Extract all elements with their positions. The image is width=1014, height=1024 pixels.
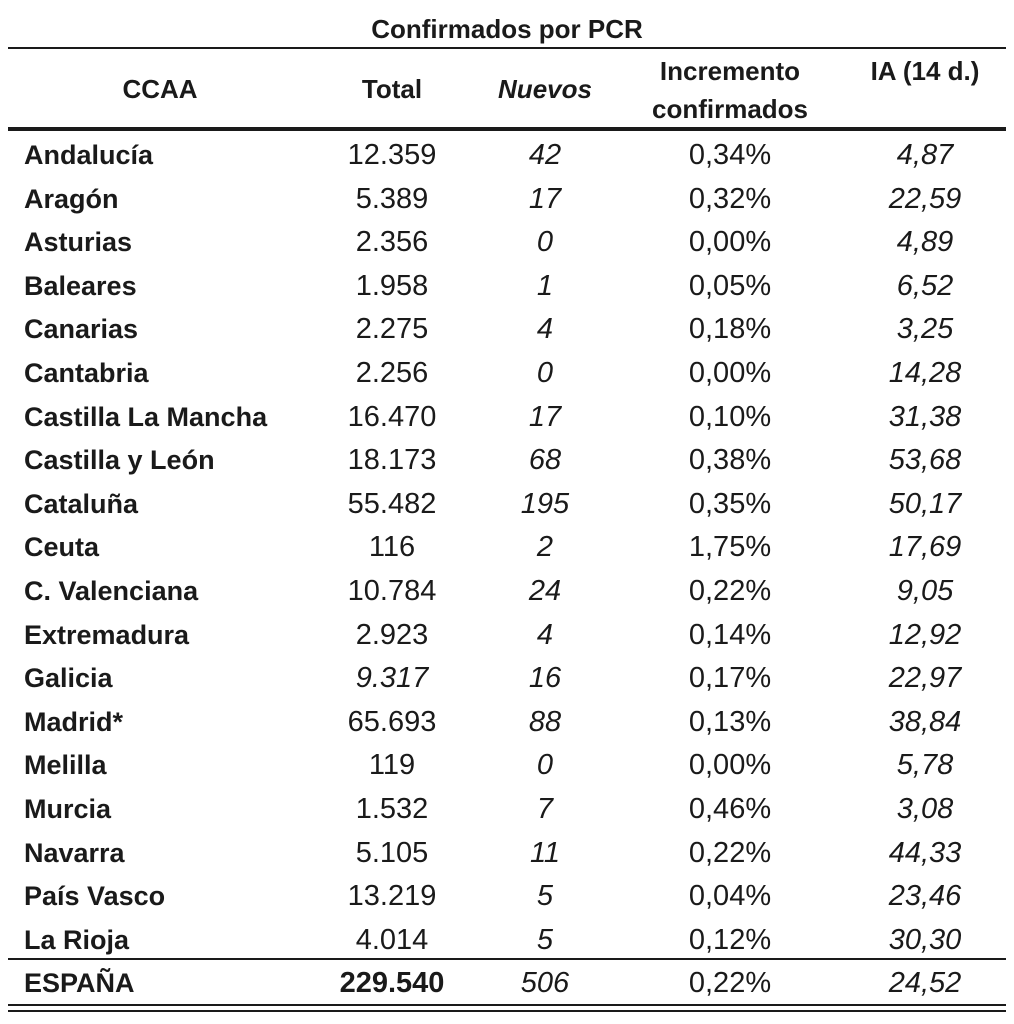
row-ia: 50,17 xyxy=(888,487,962,520)
row-incremento: 0,13% xyxy=(688,705,772,738)
total-ia: 24,52 xyxy=(888,967,962,999)
total-ccaa: ESPAÑA xyxy=(24,968,135,998)
total-row xyxy=(0,962,1014,1002)
total-rule xyxy=(8,958,1006,960)
row-ia: 4,87 xyxy=(896,139,954,171)
table-row xyxy=(0,221,1014,265)
table-row xyxy=(0,832,1014,876)
row-nuevos: 11 xyxy=(529,836,561,869)
row-ia: 53,68 xyxy=(888,444,962,477)
row-ia: 22,59 xyxy=(888,182,962,215)
row-ccaa: Navarra xyxy=(24,837,125,868)
header-incremento-line2: confirmados xyxy=(651,94,809,124)
row-nuevos: 0 xyxy=(536,749,554,782)
row-incremento: 0,04% xyxy=(688,880,772,913)
row-ccaa: Madrid* xyxy=(24,706,124,737)
row-nuevos: 42 xyxy=(528,139,562,171)
row-ia: 44,33 xyxy=(888,836,962,869)
row-incremento: 0,00% xyxy=(688,356,772,389)
row-total: 2.356 xyxy=(355,226,429,259)
row-total: 65.693 xyxy=(347,705,437,738)
row-nuevos: 7 xyxy=(536,792,554,825)
row-ia: 31,38 xyxy=(888,400,962,433)
row-ccaa: Murcia xyxy=(24,793,112,824)
row-ccaa: Galicia xyxy=(24,663,113,694)
row-nuevos: 2 xyxy=(536,531,554,564)
row-nuevos: 4 xyxy=(536,313,554,346)
table-row xyxy=(0,526,1014,570)
table-row xyxy=(0,701,1014,745)
table-super-header: Confirmados por PCR xyxy=(371,14,643,44)
row-incremento: 0,22% xyxy=(688,574,772,607)
row-nuevos: 5 xyxy=(536,923,554,956)
row-incremento: 0,22% xyxy=(688,836,772,869)
row-nuevos: 195 xyxy=(520,487,570,520)
row-ccaa: Andalucía xyxy=(24,140,154,170)
table-row xyxy=(0,178,1014,222)
row-nuevos: 0 xyxy=(536,226,554,259)
row-incremento: 0,10% xyxy=(688,400,772,433)
header-incremento-line1: Incremento xyxy=(659,56,801,86)
row-total: 9.317 xyxy=(355,662,429,695)
table-body xyxy=(0,134,1014,962)
row-ia: 22,97 xyxy=(888,662,962,695)
table-row xyxy=(0,396,1014,440)
row-incremento: 0,35% xyxy=(688,487,772,520)
row-ccaa: Cantabria xyxy=(24,357,149,388)
table-row xyxy=(0,134,1014,178)
row-nuevos: 1 xyxy=(536,269,554,302)
row-total: 18.173 xyxy=(347,444,437,477)
row-ia: 5,78 xyxy=(896,749,954,782)
table-row xyxy=(0,614,1014,658)
bottom-rule-2 xyxy=(8,1010,1006,1012)
row-nuevos: 68 xyxy=(528,444,562,477)
row-total: 16.470 xyxy=(347,400,437,433)
total-nuevos: 506 xyxy=(520,967,570,999)
row-total: 1.958 xyxy=(355,269,429,302)
row-nuevos: 17 xyxy=(528,400,562,433)
row-ccaa: C. Valenciana xyxy=(24,575,199,606)
header-ccaa: CCAA xyxy=(122,74,198,104)
table-row xyxy=(0,265,1014,309)
row-total: 5.389 xyxy=(355,182,429,215)
row-ccaa: Aragón xyxy=(24,183,119,214)
row-ia: 23,46 xyxy=(888,880,962,913)
row-ia: 17,69 xyxy=(888,531,962,564)
row-incremento: 0,05% xyxy=(688,269,772,302)
top-rule xyxy=(8,47,1006,49)
total-total: 229.540 xyxy=(339,967,445,999)
row-ia: 6,52 xyxy=(896,269,954,302)
row-ia: 14,28 xyxy=(888,356,962,389)
row-nuevos: 88 xyxy=(528,705,562,738)
row-ccaa: Extremadura xyxy=(24,619,190,650)
table-row xyxy=(0,919,1014,963)
table-row xyxy=(0,483,1014,527)
row-ia: 9,05 xyxy=(896,574,954,607)
row-ccaa: País Vasco xyxy=(24,881,166,912)
row-ia: 3,25 xyxy=(896,313,954,346)
row-ccaa: Castilla y León xyxy=(24,445,215,476)
row-ia: 12,92 xyxy=(888,618,962,651)
row-incremento: 0,46% xyxy=(688,792,772,825)
row-incremento: 0,17% xyxy=(688,662,772,695)
table-row xyxy=(0,439,1014,483)
row-nuevos: 0 xyxy=(536,356,554,389)
table-row xyxy=(0,744,1014,788)
row-incremento: 0,00% xyxy=(688,226,772,259)
row-total: 4.014 xyxy=(355,923,429,956)
row-total: 116 xyxy=(368,531,416,564)
row-incremento: 0,34% xyxy=(688,139,772,171)
header-rule xyxy=(8,127,1006,131)
table-row xyxy=(0,657,1014,701)
row-ia: 30,30 xyxy=(888,923,962,956)
row-total: 55.482 xyxy=(347,487,437,520)
row-total: 2.923 xyxy=(355,618,429,651)
row-total: 119 xyxy=(368,749,416,782)
row-ccaa: Castilla La Mancha xyxy=(24,401,268,432)
row-incremento: 0,14% xyxy=(688,618,772,651)
row-nuevos: 17 xyxy=(528,182,562,215)
row-total: 10.784 xyxy=(347,574,437,607)
row-total: 13.219 xyxy=(347,880,437,913)
header-ia: IA (14 d.) xyxy=(870,56,980,86)
row-ccaa: Canarias xyxy=(24,314,139,345)
row-ia: 3,08 xyxy=(896,792,954,825)
header-nuevos: Nuevos xyxy=(498,74,592,104)
row-ccaa: Melilla xyxy=(24,750,107,781)
row-ccaa: Asturias xyxy=(24,227,133,258)
row-incremento: 0,00% xyxy=(688,749,772,782)
row-nuevos: 16 xyxy=(528,662,562,695)
row-incremento: 0,18% xyxy=(688,313,772,346)
row-nuevos: 4 xyxy=(536,618,554,651)
table-row xyxy=(0,308,1014,352)
row-nuevos: 24 xyxy=(528,574,562,607)
row-total: 1.532 xyxy=(355,792,429,825)
table-row xyxy=(0,570,1014,614)
row-nuevos: 5 xyxy=(536,880,554,913)
row-incremento: 0,12% xyxy=(688,923,772,956)
row-incremento: 0,32% xyxy=(688,182,772,215)
row-total: 12.359 xyxy=(347,139,437,171)
bottom-rule-1 xyxy=(8,1004,1006,1006)
table-row xyxy=(0,788,1014,832)
header-total: Total xyxy=(361,74,423,104)
row-ccaa: Ceuta xyxy=(24,532,100,563)
row-total: 2.256 xyxy=(355,356,429,389)
total-incremento: 0,22% xyxy=(688,967,772,999)
row-ia: 38,84 xyxy=(888,705,962,738)
row-total: 5.105 xyxy=(355,836,429,869)
row-ia: 4,89 xyxy=(896,226,954,259)
row-incremento: 0,38% xyxy=(688,444,772,477)
table-row xyxy=(0,875,1014,919)
row-ccaa: Cataluña xyxy=(24,488,139,519)
row-total: 2.275 xyxy=(355,313,429,346)
row-ccaa: La Rioja xyxy=(24,924,130,955)
row-ccaa: Baleares xyxy=(24,270,137,301)
table-row xyxy=(0,352,1014,396)
header-incremento xyxy=(620,52,840,128)
row-incremento: 1,75% xyxy=(688,531,772,564)
